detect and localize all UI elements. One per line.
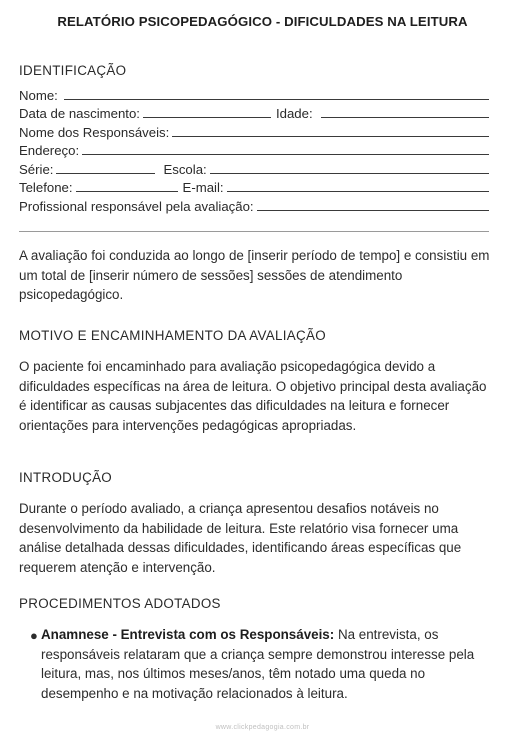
procedure-item-text: Na entrevista, os responsáveis relataram que a criança sempre demonstrou interesse pela leitura, mas, nos últimos meses/anos, têm notado uma queda no desempenho e na motivação relacionados à leitura. xyxy=(41,627,475,701)
intro-paragraph: A avaliação foi conduzida ao longo de [inserir período de tempo] e consistiu em um total de [inserir número de sessões] sessões de atendimento psicopedagógico. xyxy=(19,248,490,302)
name-label: Nome: xyxy=(19,88,58,103)
document-title: RELATÓRIO PSICOPEDAGÓGICO - DIFICULDADES NA LEITURA xyxy=(57,14,468,29)
grade-label: Série: xyxy=(19,162,54,177)
reason-paragraph: O paciente foi encaminhado para avaliação psicopedagógica devido a dificuldades específicas na área de leitura. O objetivo principal desta avaliação é identificar as causas subjacentes das dificuldades na leitura e fornecer orientações para intervenções pedagógicas apropriadas. xyxy=(19,359,487,433)
bullet-icon: ● xyxy=(30,628,38,643)
grade-field-line[interactable] xyxy=(56,173,155,174)
birth-date-field-line[interactable] xyxy=(143,117,271,118)
name-field-line[interactable] xyxy=(64,99,489,100)
procedure-item-body xyxy=(41,625,493,703)
identification-heading: IDENTIFICAÇÃO xyxy=(19,63,127,78)
grade-school-row xyxy=(19,161,489,177)
age-label: Idade: xyxy=(275,106,313,121)
address-row xyxy=(19,142,489,158)
phone-field-line[interactable] xyxy=(76,191,178,192)
guardians-field-line[interactable] xyxy=(172,136,489,137)
professional-field-line[interactable] xyxy=(257,210,489,211)
professional-row xyxy=(19,198,489,214)
email-field-line[interactable] xyxy=(227,191,489,192)
email-label: E-mail: xyxy=(182,180,224,195)
separator-line xyxy=(19,231,489,232)
guardians-row xyxy=(19,124,489,140)
guardians-label: Nome dos Responsáveis: xyxy=(19,125,170,140)
school-field-line[interactable] xyxy=(210,173,489,174)
birth-age-row xyxy=(19,105,489,121)
name-row xyxy=(19,87,489,103)
introduction-heading: INTRODUÇÃO xyxy=(19,470,113,485)
procedure-list-item xyxy=(19,625,493,703)
introduction-paragraph: Durante o período avaliado, a criança apresentou desafios notáveis no desenvolvimento da habilidade de leitura. Este relatório visa fornecer uma análise detalhada dessas dificuldades, identificando áreas específicas que requerem atenção e intervenção. xyxy=(19,501,462,575)
age-field-line[interactable] xyxy=(321,117,489,118)
school-label: Escola: xyxy=(163,162,207,177)
procedure-item-title: Anamnese - Entrevista com os Responsáveis: xyxy=(41,627,335,642)
address-field-line[interactable] xyxy=(82,154,489,155)
address-label: Endereço: xyxy=(19,143,80,158)
footer-url: www.clickpedagogia.com.br xyxy=(215,724,310,731)
professional-label: Profissional responsável pela avaliação: xyxy=(19,199,254,214)
birth-date-label: Data de nascimento: xyxy=(19,106,140,121)
reason-heading: MOTIVO E ENCAMINHAMENTO DA AVALIAÇÃO xyxy=(19,328,326,343)
procedures-heading: PROCEDIMENTOS ADOTADOS xyxy=(19,596,221,611)
phone-label: Telefone: xyxy=(19,180,73,195)
phone-email-row xyxy=(19,179,489,195)
